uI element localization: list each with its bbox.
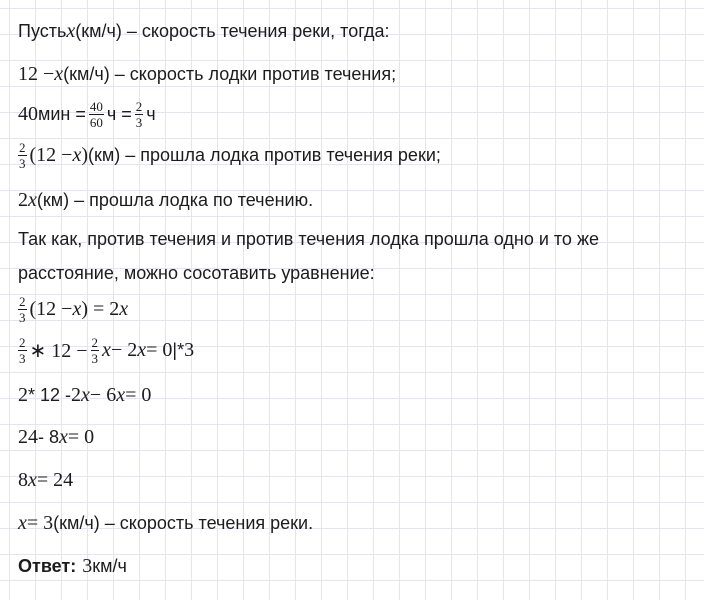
math: 2 [71,384,82,406]
math: 2 [18,384,28,406]
text: (км/ч) – скорость лодки против течения; [63,64,397,84]
math: 24 [18,426,38,448]
denominator: 3 [91,351,99,366]
text: (км/ч) – скорость течения реки, тогда: [75,21,390,41]
math-var: x [102,339,111,361]
fraction [91,336,100,365]
line-10 [18,384,151,407]
line-13 [18,512,313,535]
answer-value: 3 [82,555,93,577]
math: 3 [184,339,195,361]
math: ∗ 12 − [29,340,88,362]
text: расстояние, можно сосотавить уравнение: [18,263,375,283]
line-2 [18,63,396,86]
text: ч [146,104,156,124]
math: − 2 [110,339,138,361]
text: (км) – прошла лодка по течению. [36,190,314,210]
line-1 [18,20,389,43]
line-8 [18,295,128,324]
math: = 0 [146,339,173,361]
math: ) [81,144,89,166]
numerator: 2 [19,294,26,309]
math-var: x [18,512,27,534]
line-6 [18,229,599,250]
text: * 12 - [28,385,72,405]
numerator: 40 [89,99,103,114]
numerator: 2 [19,335,26,350]
math: 2 [18,189,28,211]
denominator: 3 [19,351,26,366]
math: = 0 [125,384,152,406]
math-var: x [54,63,64,85]
numerator: 2 [19,140,26,155]
math: 12 − [18,63,55,85]
fraction [89,100,104,129]
text: (км/ч) – скорость течения реки. [53,513,314,533]
math: 8 [18,469,28,491]
text: |* [172,340,185,360]
line-11 [18,426,94,449]
math-var: x [28,189,37,211]
text: мин = [38,104,86,124]
numerator: 2 [91,335,99,350]
denominator: 3 [19,156,26,171]
fraction [18,295,27,324]
math: (12 − [29,298,73,320]
denominator: 3 [135,115,143,130]
math-var: x [137,339,147,361]
math: 40 [18,103,38,125]
line-9 [18,336,194,365]
text: - 8 [38,427,60,447]
text: ч = [106,104,132,124]
math-var: x [66,20,76,42]
denominator: 60 [89,115,103,130]
math: = 24 [36,469,74,491]
math: − 6 [89,384,117,406]
math: ) = 2 [81,298,120,320]
math: = 3 [26,512,54,534]
answer-line [18,555,127,578]
fraction [18,336,27,365]
line-5 [18,189,313,212]
line-12 [18,469,73,492]
denominator: 3 [19,310,26,325]
math-var: x [119,298,129,320]
fraction [18,141,27,170]
line-4 [18,141,441,170]
math-var: x [28,469,37,491]
answer-unit: км/ч [92,556,127,576]
math: (12 − [29,144,73,166]
line-3 [18,100,156,129]
math-var: x [116,384,126,406]
line-7 [18,263,375,284]
text: (км) – прошла лодка против течения реки; [88,145,441,165]
math-var: x [72,144,82,166]
fraction [135,100,144,129]
text: Так как, против течения и против течения лодка прошла одно и то же [18,229,599,249]
answer-label: Ответ: [18,556,77,576]
text: Пусть [18,21,67,41]
math-var: x [72,298,82,320]
math: = 0 [67,426,95,448]
math-var: x [81,384,90,406]
math-var: x [59,426,68,448]
numerator: 2 [135,99,143,114]
